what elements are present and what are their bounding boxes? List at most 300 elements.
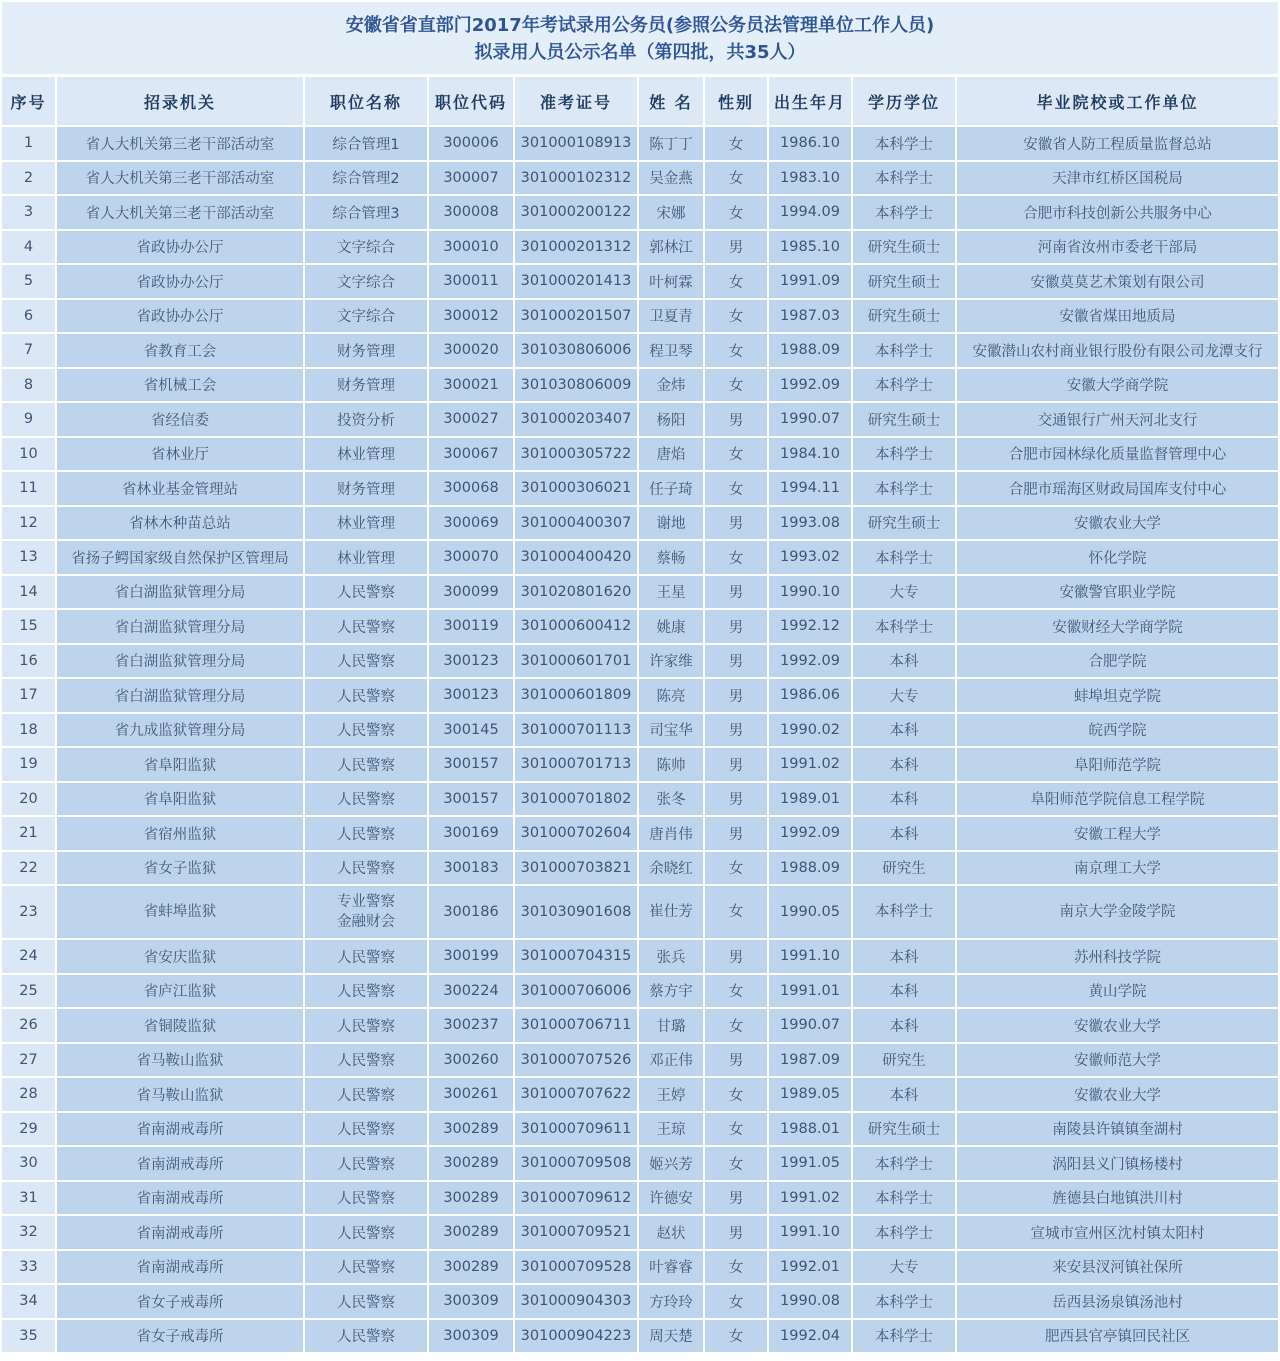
cell-org: 省安庆监狱 <box>57 940 303 973</box>
cell-gender: 男 <box>705 1216 767 1249</box>
cell-name: 方玲玲 <box>639 1285 703 1318</box>
cell-name: 姚康 <box>639 610 703 643</box>
cell-code: 300069 <box>429 507 513 540</box>
cell-gender: 女 <box>705 265 767 298</box>
cell-degree: 研究生硕士 <box>853 231 955 264</box>
cell-position: 人民警察 <box>305 817 427 850</box>
header-code: 职位代码 <box>429 77 513 125</box>
cell-seq: 8 <box>2 369 55 402</box>
cell-birth: 1990.07 <box>769 1009 851 1042</box>
cell-birth: 1991.05 <box>769 1147 851 1180</box>
cell-exam-no: 301000203407 <box>515 403 637 436</box>
cell-name: 王星 <box>639 576 703 609</box>
table-row <box>2 507 1278 540</box>
table-row <box>2 748 1278 781</box>
table-row <box>2 369 1278 402</box>
cell-code: 300157 <box>429 783 513 816</box>
cell-org: 省南湖戒毒所 <box>57 1251 303 1284</box>
cell-degree: 本科学士 <box>853 127 955 160</box>
cell-name: 叶睿睿 <box>639 1251 703 1284</box>
cell-exam-no: 301000707622 <box>515 1078 637 1111</box>
table-row <box>2 852 1278 885</box>
cell-birth: 1992.01 <box>769 1251 851 1284</box>
cell-position: 人民警察 <box>305 610 427 643</box>
roster-body <box>2 127 1278 1352</box>
cell-exam-no: 301000400307 <box>515 507 637 540</box>
cell-birth: 1990.05 <box>769 886 851 938</box>
cell-org: 省人大机关第三老干部活动室 <box>57 127 303 160</box>
cell-code: 300070 <box>429 541 513 574</box>
cell-position: 人民警察 <box>305 1285 427 1318</box>
cell-exam-no: 301000200122 <box>515 196 637 229</box>
title-line-2: 拟录用人员公示名单（第四批，共35人） <box>474 42 806 63</box>
cell-code: 300169 <box>429 817 513 850</box>
cell-org: 省教育工会 <box>57 334 303 367</box>
cell-org: 省扬子鳄国家级自然保护区管理局 <box>57 541 303 574</box>
cell-code: 300186 <box>429 886 513 938</box>
cell-seq: 16 <box>2 645 55 678</box>
header-seq: 序号 <box>2 77 55 125</box>
cell-name: 张冬 <box>639 783 703 816</box>
cell-gender: 男 <box>705 231 767 264</box>
cell-birth: 1983.10 <box>769 162 851 195</box>
cell-code: 300012 <box>429 300 513 333</box>
cell-degree: 本科 <box>853 1078 955 1111</box>
cell-gender: 女 <box>705 438 767 471</box>
cell-org: 省马鞍山监狱 <box>57 1044 303 1077</box>
cell-seq: 15 <box>2 610 55 643</box>
cell-school: 安徽莫莫艺术策划有限公司 <box>957 265 1278 298</box>
cell-degree: 本科学士 <box>853 1216 955 1249</box>
cell-gender: 男 <box>705 748 767 781</box>
cell-gender: 男 <box>705 403 767 436</box>
cell-exam-no: 301000707526 <box>515 1044 637 1077</box>
cell-position: 人民警察 <box>305 748 427 781</box>
cell-gender: 女 <box>705 369 767 402</box>
cell-org: 省南湖戒毒所 <box>57 1216 303 1249</box>
cell-degree: 研究生硕士 <box>853 1113 955 1146</box>
cell-org: 省阜阳监狱 <box>57 783 303 816</box>
cell-code: 300068 <box>429 472 513 505</box>
cell-gender: 女 <box>705 1320 767 1353</box>
cell-birth: 1991.02 <box>769 1182 851 1215</box>
cell-birth: 1992.09 <box>769 369 851 402</box>
cell-exam-no: 301000102312 <box>515 162 637 195</box>
cell-school: 安徽潜山农村商业银行股份有限公司龙潭支行 <box>957 334 1278 367</box>
cell-seq: 2 <box>2 162 55 195</box>
cell-name: 周天楚 <box>639 1320 703 1353</box>
cell-position: 人民警察 <box>305 645 427 678</box>
table-row <box>2 1078 1278 1111</box>
cell-birth: 1990.10 <box>769 576 851 609</box>
cell-name: 甘璐 <box>639 1009 703 1042</box>
cell-school: 安徽农业大学 <box>957 1009 1278 1042</box>
cell-position: 人民警察 <box>305 679 427 712</box>
cell-degree: 本科学士 <box>853 1147 955 1180</box>
cell-position: 人民警察 <box>305 1182 427 1215</box>
cell-seq: 5 <box>2 265 55 298</box>
header-gender: 性别 <box>705 77 767 125</box>
header-birth: 出生年月 <box>769 77 851 125</box>
table-row <box>2 886 1278 938</box>
cell-code: 300261 <box>429 1078 513 1111</box>
cell-gender: 女 <box>705 1009 767 1042</box>
cell-name: 唐肖伟 <box>639 817 703 850</box>
cell-school: 蚌埠坦克学院 <box>957 679 1278 712</box>
cell-degree: 研究生 <box>853 852 955 885</box>
cell-birth: 1991.02 <box>769 748 851 781</box>
cell-exam-no: 301000306021 <box>515 472 637 505</box>
cell-code: 300309 <box>429 1320 513 1353</box>
cell-name: 许家维 <box>639 645 703 678</box>
cell-position: 人民警察 <box>305 1009 427 1042</box>
cell-org: 省蚌埠监狱 <box>57 886 303 938</box>
cell-gender: 女 <box>705 162 767 195</box>
cell-gender: 女 <box>705 472 767 505</box>
cell-gender: 女 <box>705 1113 767 1146</box>
table-row <box>2 783 1278 816</box>
cell-position: 林业管理 <box>305 438 427 471</box>
cell-name: 司宝华 <box>639 714 703 747</box>
cell-degree: 本科学士 <box>853 369 955 402</box>
cell-degree: 本科 <box>853 714 955 747</box>
cell-org: 省南湖戒毒所 <box>57 1182 303 1215</box>
cell-birth: 1992.09 <box>769 645 851 678</box>
cell-org: 省政协办公厅 <box>57 300 303 333</box>
cell-degree: 本科学士 <box>853 438 955 471</box>
header-school: 毕业院校或工作单位 <box>957 77 1278 125</box>
table-row <box>2 610 1278 643</box>
cell-name: 姬兴芳 <box>639 1147 703 1180</box>
document-title <box>2 2 1278 74</box>
cell-seq: 11 <box>2 472 55 505</box>
table-row <box>2 576 1278 609</box>
cell-org: 省人大机关第三老干部活动室 <box>57 196 303 229</box>
cell-seq: 6 <box>2 300 55 333</box>
cell-gender: 女 <box>705 334 767 367</box>
cell-org: 省政协办公厅 <box>57 265 303 298</box>
cell-code: 300007 <box>429 162 513 195</box>
cell-exam-no: 301000904223 <box>515 1320 637 1353</box>
cell-school: 交通银行广州天河北支行 <box>957 403 1278 436</box>
cell-name: 谢地 <box>639 507 703 540</box>
cell-school: 安徽师范大学 <box>957 1044 1278 1077</box>
cell-exam-no: 301000601809 <box>515 679 637 712</box>
cell-birth: 1991.10 <box>769 940 851 973</box>
cell-seq: 3 <box>2 196 55 229</box>
cell-seq: 21 <box>2 817 55 850</box>
header-degree: 学历学位 <box>853 77 955 125</box>
table-row <box>2 1216 1278 1249</box>
cell-degree: 研究生硕士 <box>853 265 955 298</box>
cell-seq: 9 <box>2 403 55 436</box>
cell-degree: 研究生 <box>853 1044 955 1077</box>
cell-degree: 本科学士 <box>853 1182 955 1215</box>
cell-seq: 33 <box>2 1251 55 1284</box>
cell-seq: 25 <box>2 975 55 1008</box>
cell-name: 卫夏青 <box>639 300 703 333</box>
cell-position: 人民警察 <box>305 1147 427 1180</box>
cell-exam-no: 301000201312 <box>515 231 637 264</box>
header-position: 职位名称 <box>305 77 427 125</box>
cell-name: 程卫琴 <box>639 334 703 367</box>
cell-position: 林业管理 <box>305 507 427 540</box>
cell-birth: 1986.10 <box>769 127 851 160</box>
cell-seq: 1 <box>2 127 55 160</box>
cell-school: 安徽大学商学院 <box>957 369 1278 402</box>
cell-exam-no: 301000201413 <box>515 265 637 298</box>
cell-name: 邓正伟 <box>639 1044 703 1077</box>
cell-org: 省铜陵监狱 <box>57 1009 303 1042</box>
cell-exam-no: 301030806006 <box>515 334 637 367</box>
cell-name: 余晓红 <box>639 852 703 885</box>
cell-seq: 31 <box>2 1182 55 1215</box>
table-row <box>2 940 1278 973</box>
cell-org: 省林业基金管理站 <box>57 472 303 505</box>
cell-gender: 男 <box>705 1182 767 1215</box>
cell-code: 300183 <box>429 852 513 885</box>
cell-gender: 女 <box>705 196 767 229</box>
cell-position: 人民警察 <box>305 852 427 885</box>
cell-school: 南京理工大学 <box>957 852 1278 885</box>
cell-degree: 本科学士 <box>853 162 955 195</box>
cell-gender: 男 <box>705 940 767 973</box>
cell-org: 省机械工会 <box>57 369 303 402</box>
position-line-2: 金融财会 <box>337 914 395 930</box>
cell-exam-no: 301000709611 <box>515 1113 637 1146</box>
cell-code: 300260 <box>429 1044 513 1077</box>
cell-name: 陈帅 <box>639 748 703 781</box>
cell-degree: 本科 <box>853 1009 955 1042</box>
cell-degree: 本科 <box>853 748 955 781</box>
cell-org: 省女子戒毒所 <box>57 1320 303 1353</box>
cell-position: 林业管理 <box>305 541 427 574</box>
cell-gender: 女 <box>705 541 767 574</box>
cell-degree: 研究生硕士 <box>853 300 955 333</box>
cell-code: 300067 <box>429 438 513 471</box>
cell-gender: 女 <box>705 886 767 938</box>
cell-seq: 13 <box>2 541 55 574</box>
cell-name: 郭林江 <box>639 231 703 264</box>
cell-gender: 男 <box>705 507 767 540</box>
cell-school: 宣城市宣州区沈村镇太阳村 <box>957 1216 1278 1249</box>
table-row <box>2 1251 1278 1284</box>
cell-birth: 1993.02 <box>769 541 851 574</box>
cell-gender: 男 <box>705 645 767 678</box>
cell-gender: 男 <box>705 1044 767 1077</box>
cell-seq: 34 <box>2 1285 55 1318</box>
cell-seq: 32 <box>2 1216 55 1249</box>
cell-code: 300289 <box>429 1182 513 1215</box>
cell-school: 合肥市瑶海区财政局国库支付中心 <box>957 472 1278 505</box>
cell-birth: 1990.02 <box>769 714 851 747</box>
table-row <box>2 541 1278 574</box>
cell-exam-no: 301000904303 <box>515 1285 637 1318</box>
cell-school: 苏州科技学院 <box>957 940 1278 973</box>
cell-name: 金炜 <box>639 369 703 402</box>
header-name: 姓 名 <box>639 77 703 125</box>
cell-code: 300237 <box>429 1009 513 1042</box>
cell-gender: 女 <box>705 127 767 160</box>
cell-exam-no: 301000709521 <box>515 1216 637 1249</box>
cell-position: 综合管理1 <box>305 127 427 160</box>
cell-seq: 30 <box>2 1147 55 1180</box>
cell-org: 省女子监狱 <box>57 852 303 885</box>
header-org: 招录机关 <box>57 77 303 125</box>
cell-name: 王琼 <box>639 1113 703 1146</box>
cell-org: 省经信委 <box>57 403 303 436</box>
cell-school: 岳西县汤泉镇汤池村 <box>957 1285 1278 1318</box>
cell-position: 综合管理2 <box>305 162 427 195</box>
cell-birth: 1986.06 <box>769 679 851 712</box>
cell-degree: 本科学士 <box>853 541 955 574</box>
cell-code: 300289 <box>429 1216 513 1249</box>
cell-exam-no: 301030806009 <box>515 369 637 402</box>
cell-school: 安徽农业大学 <box>957 507 1278 540</box>
cell-position: 人民警察 <box>305 783 427 816</box>
cell-school: 安徽财经大学商学院 <box>957 610 1278 643</box>
cell-degree: 本科 <box>853 940 955 973</box>
cell-gender: 女 <box>705 852 767 885</box>
cell-degree: 本科 <box>853 975 955 1008</box>
cell-code: 300157 <box>429 748 513 781</box>
cell-org: 省白湖监狱管理分局 <box>57 576 303 609</box>
cell-gender: 男 <box>705 610 767 643</box>
cell-code: 300020 <box>429 334 513 367</box>
cell-birth: 1984.10 <box>769 438 851 471</box>
table-row <box>2 1113 1278 1146</box>
cell-position: 人民警察 <box>305 1044 427 1077</box>
cell-degree: 本科学士 <box>853 1320 955 1353</box>
cell-org: 省政协办公厅 <box>57 231 303 264</box>
cell-exam-no: 301000108913 <box>515 127 637 160</box>
table-row <box>2 1320 1278 1353</box>
cell-org: 省马鞍山监狱 <box>57 1078 303 1111</box>
cell-gender: 女 <box>705 975 767 1008</box>
cell-seq: 20 <box>2 783 55 816</box>
cell-exam-no: 301000709612 <box>515 1182 637 1215</box>
cell-position: 综合管理3 <box>305 196 427 229</box>
table-row <box>2 1044 1278 1077</box>
cell-name: 任子琦 <box>639 472 703 505</box>
cell-code: 300006 <box>429 127 513 160</box>
cell-seq: 10 <box>2 438 55 471</box>
cell-name: 杨阳 <box>639 403 703 436</box>
cell-code: 300145 <box>429 714 513 747</box>
table-row <box>2 231 1278 264</box>
cell-exam-no: 301000600412 <box>515 610 637 643</box>
cell-gender: 女 <box>705 1251 767 1284</box>
cell-birth: 1994.09 <box>769 196 851 229</box>
cell-seq: 35 <box>2 1320 55 1353</box>
cell-birth: 1992.12 <box>769 610 851 643</box>
cell-degree: 本科学士 <box>853 472 955 505</box>
cell-position: 文字综合 <box>305 265 427 298</box>
cell-seq: 19 <box>2 748 55 781</box>
cell-name: 赵状 <box>639 1216 703 1249</box>
cell-school: 涡阳县义门镇杨楼村 <box>957 1147 1278 1180</box>
cell-birth: 1991.01 <box>769 975 851 1008</box>
cell-school: 旌德县白地镇洪川村 <box>957 1182 1278 1215</box>
cell-org: 省庐江监狱 <box>57 975 303 1008</box>
cell-school: 安徽警官职业学院 <box>957 576 1278 609</box>
cell-position: 人民警察 <box>305 940 427 973</box>
cell-code: 300119 <box>429 610 513 643</box>
cell-seq: 4 <box>2 231 55 264</box>
cell-org: 省白湖监狱管理分局 <box>57 610 303 643</box>
table-row <box>2 265 1278 298</box>
cell-code: 300309 <box>429 1285 513 1318</box>
cell-gender: 女 <box>705 1285 767 1318</box>
cell-position: 人民警察 <box>305 1113 427 1146</box>
cell-degree: 研究生硕士 <box>853 507 955 540</box>
cell-birth: 1994.11 <box>769 472 851 505</box>
cell-exam-no: 301000703821 <box>515 852 637 885</box>
cell-degree: 本科 <box>853 645 955 678</box>
cell-position: 人民警察 <box>305 1251 427 1284</box>
cell-seq: 12 <box>2 507 55 540</box>
cell-seq: 29 <box>2 1113 55 1146</box>
cell-org: 省女子戒毒所 <box>57 1285 303 1318</box>
cell-exam-no: 301030901608 <box>515 886 637 938</box>
cell-school: 河南省汝州市委老干部局 <box>957 231 1278 264</box>
cell-code: 300199 <box>429 940 513 973</box>
position-line-1: 专业警察 <box>337 894 395 910</box>
cell-code: 300010 <box>429 231 513 264</box>
table-row <box>2 472 1278 505</box>
cell-code: 300008 <box>429 196 513 229</box>
cell-exam-no: 301000704315 <box>515 940 637 973</box>
cell-school: 天津市红桥区国税局 <box>957 162 1278 195</box>
cell-degree: 大专 <box>853 1251 955 1284</box>
cell-exam-no: 301000305722 <box>515 438 637 471</box>
cell-exam-no: 301000201507 <box>515 300 637 333</box>
cell-seq: 24 <box>2 940 55 973</box>
cell-birth: 1990.07 <box>769 403 851 436</box>
cell-code: 300289 <box>429 1147 513 1180</box>
table-row <box>2 645 1278 678</box>
cell-exam-no: 301000601701 <box>515 645 637 678</box>
cell-name: 崔仕芳 <box>639 886 703 938</box>
header-exam-no: 准考证号 <box>515 77 637 125</box>
cell-position: 人民警察 <box>305 1078 427 1111</box>
cell-school: 阜阳师范学院信息工程学院 <box>957 783 1278 816</box>
cell-code: 300099 <box>429 576 513 609</box>
table-row <box>2 975 1278 1008</box>
table-row <box>2 1182 1278 1215</box>
cell-seq: 17 <box>2 679 55 712</box>
cell-code: 300123 <box>429 645 513 678</box>
cell-code: 300224 <box>429 975 513 1008</box>
cell-birth: 1988.09 <box>769 334 851 367</box>
cell-seq: 27 <box>2 1044 55 1077</box>
cell-code: 300021 <box>429 369 513 402</box>
cell-degree: 本科学士 <box>853 1285 955 1318</box>
table-row <box>2 127 1278 160</box>
cell-name: 吴金燕 <box>639 162 703 195</box>
cell-name: 蔡方宇 <box>639 975 703 1008</box>
cell-exam-no: 301000709508 <box>515 1147 637 1180</box>
cell-name: 王婷 <box>639 1078 703 1111</box>
cell-name: 许德安 <box>639 1182 703 1215</box>
cell-position: 文字综合 <box>305 300 427 333</box>
cell-org: 省南湖戒毒所 <box>57 1147 303 1180</box>
cell-exam-no: 301020801620 <box>515 576 637 609</box>
cell-birth: 1988.09 <box>769 852 851 885</box>
cell-gender: 女 <box>705 300 767 333</box>
cell-position: 人民警察 <box>305 1320 427 1353</box>
cell-name: 张兵 <box>639 940 703 973</box>
